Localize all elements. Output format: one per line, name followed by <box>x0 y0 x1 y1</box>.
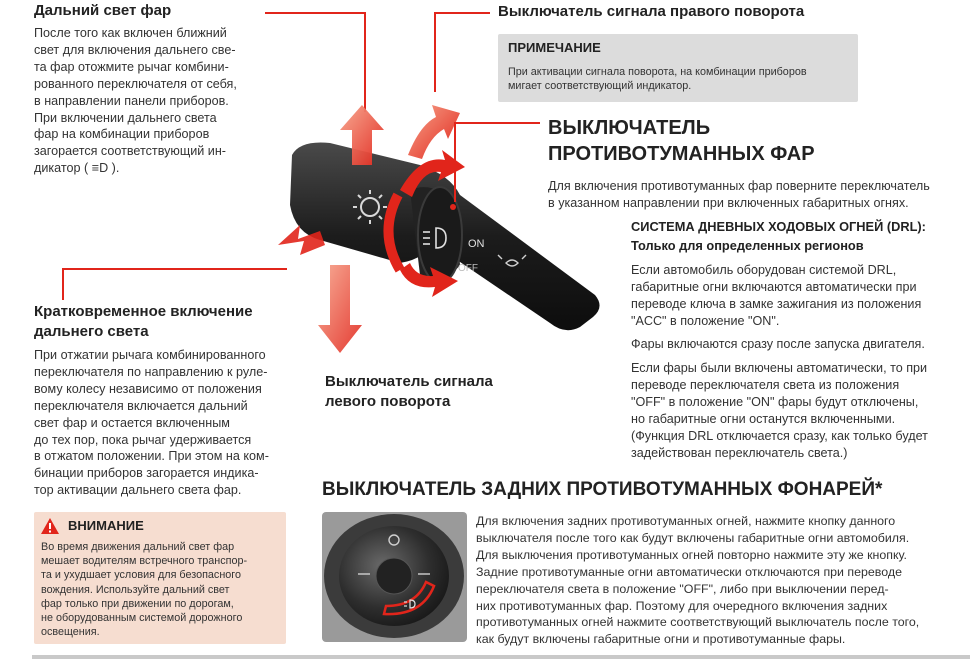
flash-text <box>34 347 289 499</box>
bottom-divider <box>32 655 970 659</box>
note-line: При активации сигнала поворота, на комбинации приборов <box>508 66 807 78</box>
left-turn-title <box>325 372 493 412</box>
rear-fog-line: как будут включены габаритные огни и противотуманные фары. <box>476 632 846 647</box>
right-turn-title: Выключатель сигнала правого поворота <box>498 3 805 20</box>
flash-line: вому колесу независимо от положения <box>34 381 262 396</box>
right-turn-leader-vertical <box>434 12 436 92</box>
stalk-on-label: ON <box>468 238 485 250</box>
flash-line: переключателя по направлению к руле- <box>34 364 268 379</box>
note-title: ПРИМЕЧАНИЕ <box>508 40 601 55</box>
note-box <box>498 34 858 102</box>
drl-p2 <box>631 336 968 353</box>
warning-icon <box>40 517 60 535</box>
warning-line: вождения. Используйте дальний свет <box>41 583 230 596</box>
drl-line: Если автомобиль оборудован системой DRL, <box>631 263 897 277</box>
flash-line: до тех пор, пока рычаг удерживается <box>34 432 252 447</box>
rear-fog-title: ВЫКЛЮЧАТЕЛЬ ЗАДНИХ ПРОТИВОТУМАННЫХ ФОНАРЕЙ* <box>322 479 883 500</box>
rear-fog-line: Для включения задних противотуманных огней, нажмите кнопку данного <box>476 514 896 528</box>
fog-title-line: ПРОТИВОТУМАННЫХ ФАР <box>548 143 815 165</box>
warning-line: освещения. <box>41 626 100 639</box>
right-turn-arrow-icon <box>408 105 460 159</box>
flash-title <box>34 302 253 342</box>
high-beam-title: Дальний свет фар <box>34 2 172 19</box>
drl-line: но габаритные огни останутся включенными. <box>631 411 896 426</box>
drl-line: переводе ключа в замке зажигания из положения <box>631 296 922 311</box>
high-beam-line: та фар отожмите рычаг комбини- <box>34 59 229 74</box>
warning-line: не оборудованным системой дорожного <box>41 612 243 625</box>
rear-fog-line: них противотуманных фар. Поэтому для очередного включения задних <box>476 598 888 613</box>
fog-title-line: ВЫКЛЮЧАТЕЛЬ <box>548 117 711 139</box>
drl-line: Фары включаются сразу после запуска двигателя. <box>631 337 925 351</box>
drl-line: габаритные огни включаются автоматически при <box>631 279 917 294</box>
left-turn-title-line: Выключатель сигнала <box>325 373 493 390</box>
drl-p3 <box>631 360 968 461</box>
high-beam-text <box>34 25 274 177</box>
note-line: мигает соответствующий индикатор. <box>508 80 692 92</box>
rear-fog-switch-illustration <box>322 512 467 642</box>
indicator-dot <box>450 204 456 210</box>
rear-fog-line: выключателя после того как будут включены габаритные огни автомобиля. <box>476 530 910 545</box>
warning-line: та и ухудшает условия для безопасного <box>41 569 242 582</box>
fog-line: Для включения противотуманных фар поверните переключатель <box>548 179 930 193</box>
warning-line: фар только при движении по дорогам, <box>41 597 234 610</box>
warning-line: мешает водителям встречного транспор- <box>41 555 248 568</box>
warning-line: Во время движения дальний свет фар <box>41 541 235 553</box>
warning-title: ВНИМАНИЕ <box>68 518 144 533</box>
high-beam-line: фар на комбинации приборов <box>34 127 210 142</box>
note-text <box>508 65 853 93</box>
warning-box <box>34 512 286 644</box>
drl-line: "ACC" в положение "ON". <box>631 313 780 328</box>
flash-line: тор активации дальнего света фар. <box>34 483 242 498</box>
drl-title: СИСТЕМА ДНЕВНЫХ ХОДОВЫХ ОГНЕЙ (DRL): <box>631 219 926 234</box>
high-beam-line: При включении дальнего света <box>34 110 217 125</box>
flash-leader-horizontal <box>62 268 287 270</box>
fog-line: в указанном направлении при включенных габаритных огнях. <box>548 195 909 210</box>
drl-line: Если фары были включены автоматически, то при <box>631 361 928 375</box>
high-beam-leader <box>265 12 365 14</box>
right-turn-leader <box>435 12 490 14</box>
rear-fog-line: переключателя света в положение "OFF", либо при выключении перед- <box>476 581 889 596</box>
flash-line: свет фар и остается включенным <box>34 415 230 430</box>
flash-title-line: Кратковременное включение <box>34 303 253 320</box>
rear-fog-line: противотуманных огней нажмите соответствующий выключатель после того, <box>476 615 920 630</box>
stalk-off-label: OFF <box>458 263 478 274</box>
high-beam-line: загорается соответствующий ин- <box>34 144 226 159</box>
flash-line: переключателя включается дальний <box>34 398 248 413</box>
flash-line: в отжатом положении. При этом на ком- <box>34 449 269 464</box>
rear-fog-line: Задние противотуманные огни автоматически отключаются при переводе <box>476 564 902 579</box>
rear-fog-text <box>476 513 970 648</box>
left-turn-title-line: левого поворота <box>325 393 451 410</box>
warning-text <box>41 540 286 639</box>
drl-line: (Функция DRL отключается сразу, как только будет <box>631 428 928 443</box>
flash-line: При отжатии рычага комбинированного <box>34 348 266 362</box>
drl-line: переводе переключателя света из положения <box>631 377 900 392</box>
high-beam-line: дикатор ( ≡D ). <box>34 161 120 176</box>
flash-title-line: дальнего света <box>34 323 149 340</box>
rear-fog-line: Для выключения противотуманных огней повторно нажмите эту же кнопку. <box>476 547 907 562</box>
flash-line: бинации приборов загорается индика- <box>34 466 259 481</box>
left-turn-arrow-icon <box>318 265 362 353</box>
fog-leader-vertical <box>454 122 456 202</box>
fog-title <box>548 115 815 167</box>
fog-text <box>548 178 968 212</box>
drl-subtitle: Только для определенных регионов <box>631 238 864 253</box>
drl-line: задействован переключатель света.) <box>631 445 848 460</box>
drl-line: "OFF" в положение "ON" фары будут отключены, <box>631 394 919 409</box>
high-beam-line: рованного переключателя от себя, <box>34 76 237 91</box>
high-beam-line: свет для включения дальнего све- <box>34 42 236 57</box>
high-beam-line: После того как включен ближний <box>34 26 227 40</box>
drl-p1 <box>631 262 968 330</box>
flash-leader <box>62 268 64 300</box>
fog-leader <box>455 122 540 124</box>
high-beam-line: в направлении панели приборов. <box>34 93 229 108</box>
